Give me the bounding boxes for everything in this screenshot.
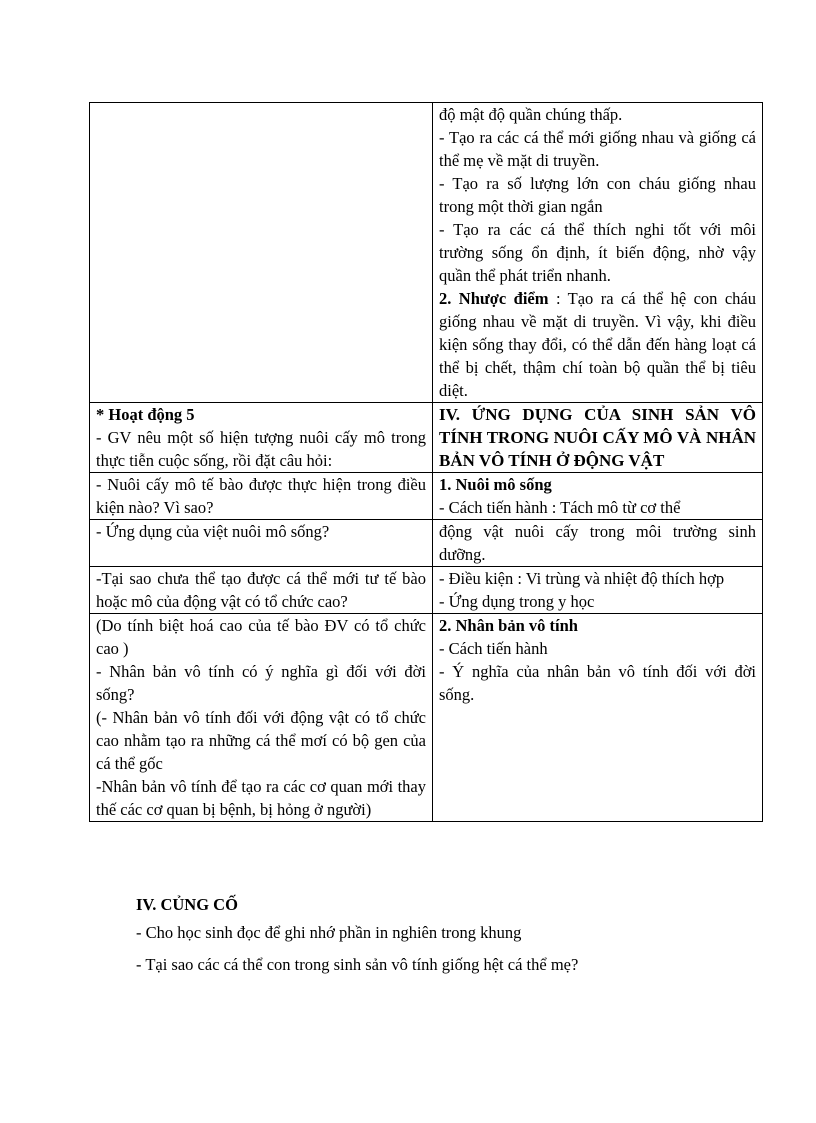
answer-text: -Nhân bản vô tính để tạo ra các cơ quan mới thay thế các cơ quan bị bệnh, bị hỏng ở người)	[96, 777, 426, 819]
subsection-title: 1. Nuôi mô sống	[439, 475, 552, 494]
activity-title: * Hoạt động 5	[96, 405, 195, 424]
content-cell	[433, 614, 763, 822]
content-line: - Cách tiến hành : Tách mô từ cơ thể	[439, 498, 681, 517]
content-cell	[433, 403, 763, 473]
teacher-activity-cell	[90, 614, 433, 822]
content-line: - Ứng dụng trong y học	[439, 592, 595, 611]
consolidation-section	[136, 893, 756, 981]
question-text: - Nuôi cấy mô tế bào được thực hiện trong điều kiện nào? Vì sao?	[96, 475, 426, 517]
teacher-activity-cell	[90, 103, 433, 403]
table-row	[90, 403, 763, 473]
table-row	[90, 520, 763, 567]
subsection-title: 2. Nhân bản vô tính	[439, 616, 578, 635]
table-row	[90, 614, 763, 822]
consolidation-item: - Cho học sinh đọc để ghi nhớ phần in nghiên trong khung	[136, 923, 522, 942]
teacher-activity-cell	[90, 403, 433, 473]
content-line: - Tạo ra các cá thể thích nghi tốt với môi trường sống ổn định, ít biến động, nhờ vậy quần thể phát triển nhanh.	[439, 220, 756, 285]
question-text: -Tại sao chưa thể tạo được cá thể mới tư tế bào hoặc mô của động vật có tổ chức cao?	[96, 569, 426, 611]
teacher-activity-cell	[90, 473, 433, 520]
content-line: - Điều kiện : Vi trùng và nhiệt độ thích hợp	[439, 569, 725, 588]
table-row	[90, 473, 763, 520]
disadvantage-paragraph	[439, 287, 756, 402]
content-line: - Cách tiến hành	[439, 639, 548, 658]
content-line: động vật nuôi cấy trong môi trường sinh dưỡng.	[439, 522, 756, 564]
disadvantage-label: 2. Nhược điểm	[439, 289, 549, 308]
content-cell	[433, 520, 763, 567]
section-heading: IV. ỨNG DỤNG CỦA SINH SẢN VÔ TÍNH TRONG NUÔI CẤY MÔ VÀ NHÂN BẢN VÔ TÍNH Ở ĐỘNG VẬT	[439, 405, 756, 470]
answer-text: (- Nhân bản vô tính đối với động vật có tổ chức cao nhằm tạo ra những cá thể mơí có bộ gen của cá thể gốc	[96, 708, 426, 773]
question-text: - Nhân bản vô tính có ý nghĩa gì đối với đời sống?	[96, 662, 426, 704]
section-title: IV. CỦNG CỐ	[136, 895, 238, 914]
table-row	[90, 103, 763, 403]
table-row	[90, 567, 763, 614]
lesson-table	[89, 102, 763, 822]
teacher-activity-cell	[90, 520, 433, 567]
content-cell	[433, 567, 763, 614]
content-line: - Tạo ra các cá thể mới giống nhau và giống cá thể mẹ về mặt di truyền.	[439, 128, 756, 170]
content-line: - Tạo ra số lượng lớn con cháu giống nhau trong một thời gian ngắn	[439, 174, 756, 216]
teacher-activity-cell	[90, 567, 433, 614]
content-cell	[433, 473, 763, 520]
answer-text: (Do tính biệt hoá cao của tế bào ĐV có tổ chức cao )	[96, 616, 426, 658]
content-cell	[433, 103, 763, 403]
activity-text: - GV nêu một số hiện tượng nuôi cấy mô trong thực tiễn cuộc sống, rồi đặt câu hỏi:	[96, 428, 426, 470]
question-text: - Ứng dụng của việt nuôi mô sống?	[96, 522, 330, 541]
consolidation-item: - Tại sao các cá thể con trong sinh sản vô tính giống hệt cá thể mẹ?	[136, 955, 579, 974]
disadvantage-text: : Tạo ra cá thể hệ con cháu giống nhau về mặt di truyền. Vì vậy, khi điều kiện sống thay đổi, có thể dẫn đến hàng loạt cá thể bị chết, thậm chí toàn bộ quần thể bị tiêu diệt.	[439, 289, 756, 400]
content-line: - Ý nghĩa của nhân bản vô tính đối với đời sống.	[439, 662, 756, 704]
content-line: độ mật độ quần chúng thấp.	[439, 105, 623, 124]
